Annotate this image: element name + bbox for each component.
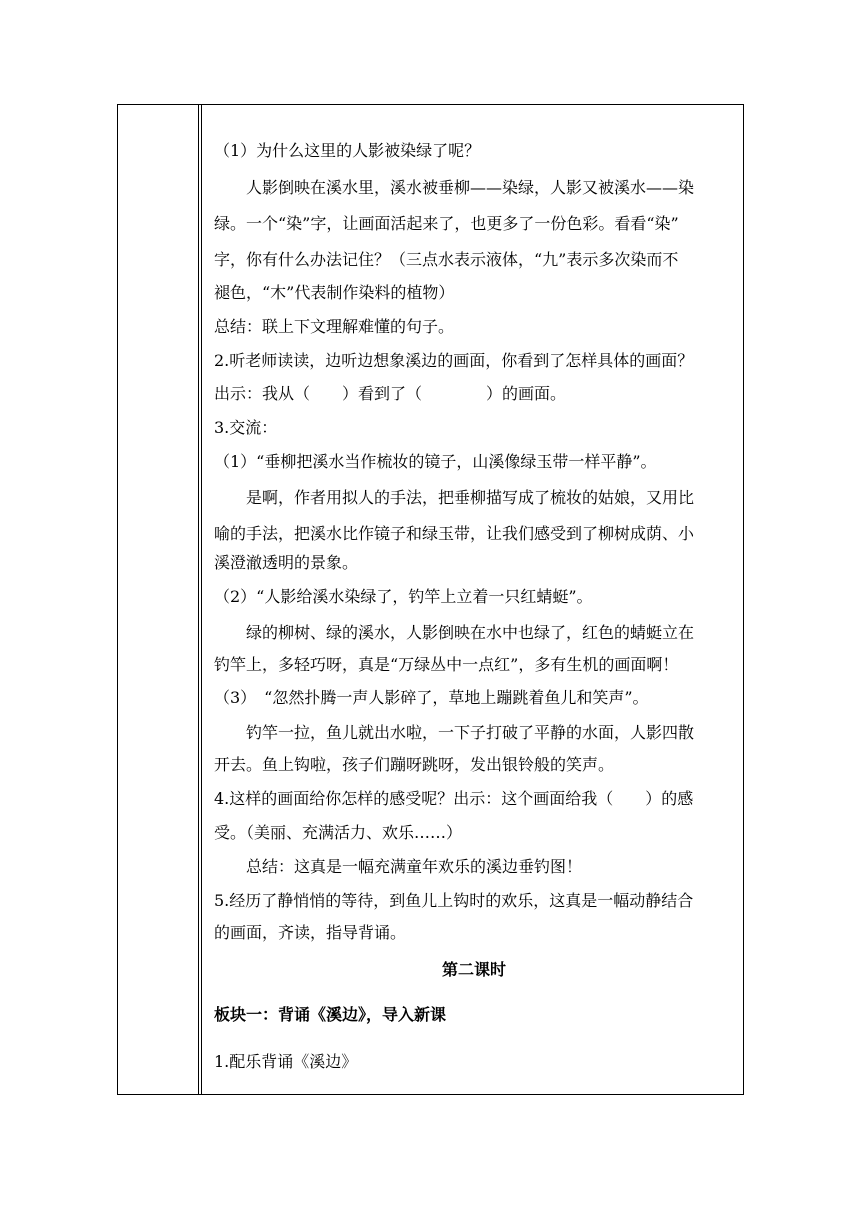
text-line: 受。（美丽、充满活力、欢乐……） — [214, 823, 463, 842]
text-line: 褪色，“木”代表制作染料的植物） — [214, 283, 455, 302]
text-line: 绿的柳树、绿的溪水，人影倒映在水中也绿了，红色的蜻蜓立在 — [214, 623, 695, 642]
text-line: （1）“垂柳把溪水当作梳妆的镜子，山溪像绿玉带一样平静”。 — [214, 452, 657, 471]
text-line: 人影倒映在溪水里，溪水被垂柳——染绿，人影又被溪水——染 — [214, 178, 695, 197]
text-line: 2.听老师读读，边听边想象溪边的画面，你看到了怎样具体的画面？ — [214, 351, 694, 370]
section-title: 第二课时 — [441, 960, 506, 979]
text-line: 字，你有什么办法记住？（三点水表示液体，“九”表示多次染而不 — [214, 250, 679, 269]
left-column — [118, 105, 202, 1094]
text-line: 总结：这真是一幅充满童年欢乐的溪边垂钓图！ — [214, 857, 583, 876]
block-title: 板块一：背诵《溪边》，导入新课 — [214, 1005, 447, 1024]
text-line: 喻的手法，把溪水比作镜子和绿玉带，让我们感受到了柳树成荫、小 — [214, 524, 695, 543]
text-line: 的画面，齐读，指导背诵。 — [214, 923, 407, 942]
text-line: 1.配乐背诵《溪边》 — [214, 1052, 358, 1071]
text-line: 开去。鱼上钩啦，孩子们蹦呀跳呀，发出银铃般的笑声。 — [214, 755, 615, 774]
text-line: （2）“人影给溪水染绿了，钓竿上立着一只红蜻蜓”。 — [214, 587, 593, 606]
text-line: 是啊，作者用拟人的手法，把垂柳描写成了梳妆的姑娘，又用比 — [214, 488, 695, 507]
column-divider — [198, 105, 199, 1094]
text-line: 5.经历了静悄悄的等待，到鱼儿上钩时的欢乐，这真是一幅动静结合 — [214, 891, 694, 910]
text-line: 总结：联上下文理解难懂的句子。 — [214, 317, 455, 336]
text-line: 3.交流： — [214, 418, 278, 437]
lesson-table — [117, 104, 744, 1095]
text-line: 4.这样的画面给你怎样的感受呢？出示：这个画面给我（ ）的感 — [214, 789, 694, 808]
text-line: 钓竿上，多轻巧呀，真是“万绿丛中一点红”，多有生机的画面啊！ — [214, 655, 679, 674]
text-line: 出示：我从（ ）看到了（ ）的画面。 — [214, 384, 567, 403]
text-line: （1）为什么这里的人影被染绿了呢？ — [214, 141, 481, 160]
text-line: 溪澄澈透明的景象。 — [214, 553, 359, 572]
text-line: 绿。一个“染”字，让画面活起来了，也更多了一份色彩。看看“染” — [214, 214, 679, 233]
text-line: 钓竿一拉，鱼儿就出水啦，一下子打破了平静的水面，人影四散 — [214, 723, 695, 742]
text-line: （3） “忽然扑腾一声人影碎了，草地上蹦跳着鱼儿和笑声”。 — [214, 688, 649, 707]
